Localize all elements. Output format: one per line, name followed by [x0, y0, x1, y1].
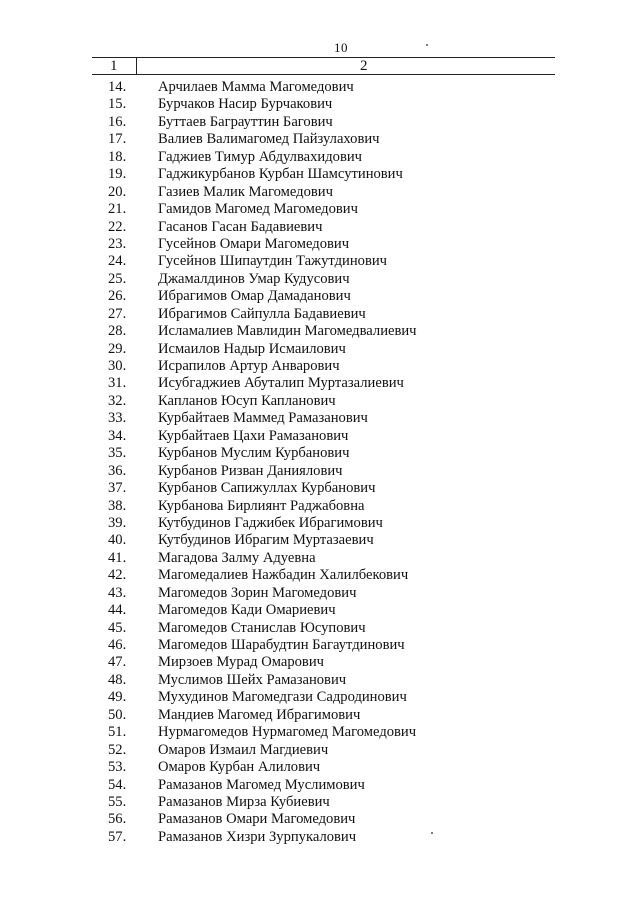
table-row	[92, 236, 562, 253]
person-name: Ибрагимов Сайпулла Бадавиевич	[158, 305, 366, 322]
row-number: 32.	[108, 392, 127, 409]
person-name: Гусейнов Шипаутдин Тажутдинович	[158, 253, 387, 270]
header-bottom-rule	[92, 74, 555, 75]
table-row	[92, 654, 562, 671]
table-row	[92, 463, 562, 480]
table-row	[92, 201, 562, 218]
table-row	[92, 689, 562, 706]
header-top-rule	[92, 57, 555, 58]
row-number: 24.	[108, 253, 127, 270]
person-name: Магомедов Кади Омариевич	[158, 602, 336, 619]
page-number: 10	[334, 40, 348, 55]
row-number: 27.	[108, 305, 127, 322]
table-row	[92, 811, 562, 828]
person-name: Валиев Валимагомед Пайзулахович	[158, 131, 380, 148]
person-name: Рамазанов Магомед Муслимович	[158, 776, 365, 793]
person-name: Курбанов Сапижуллах Курбанович	[158, 480, 376, 497]
person-name: Мирзоев Мурад Омарович	[158, 654, 324, 671]
person-name: Курбанов Муслим Курбанович	[158, 445, 350, 462]
person-name: Газиев Малик Магомедович	[158, 183, 333, 200]
table-row	[92, 515, 562, 532]
person-name: Капланов Юсуп Капланович	[158, 392, 336, 409]
person-name: Кутбудинов Гаджибек Ибрагимович	[158, 514, 383, 531]
row-number: 23.	[108, 235, 127, 252]
table-row	[92, 410, 562, 427]
header-column-divider	[136, 57, 137, 75]
row-number: 21.	[108, 201, 127, 218]
row-number: 37.	[108, 480, 127, 497]
person-name: Магомедов Шарабудтин Багаутдинович	[158, 637, 405, 653]
person-name: Исубгаджиев Абуталип Муртазалиевич	[158, 375, 404, 392]
table-row	[92, 358, 562, 375]
person-name: Буттаев Баграуттин Багович	[158, 113, 333, 130]
person-name: Джамалдинов Умар Кудусович	[158, 270, 350, 287]
row-number: 14.	[108, 79, 127, 95]
row-number: 35.	[108, 445, 127, 462]
person-name: Нурмагомедов Нурмагомед Магомедович	[158, 724, 417, 741]
row-number: 48.	[108, 671, 127, 688]
row-number: 15.	[108, 96, 127, 113]
table-row	[92, 742, 562, 759]
table-row	[92, 602, 562, 619]
table-row	[92, 620, 562, 637]
person-name: Магадова Залму Адуевна	[158, 549, 316, 566]
row-number: 20.	[108, 183, 127, 200]
row-number: 47.	[108, 654, 127, 671]
person-name: Гасанов Гасан Бадавиевич	[158, 218, 323, 235]
row-number: 54.	[108, 776, 127, 793]
row-number: 52.	[108, 741, 127, 758]
row-number: 45.	[108, 619, 127, 636]
person-name: Исмаилов Надыр Исмаилович	[158, 340, 346, 357]
table-row	[92, 759, 562, 776]
row-number: 36.	[108, 462, 127, 479]
person-name: Гамидов Магомед Магомедович	[158, 201, 358, 218]
row-number: 22.	[108, 218, 127, 235]
table-row	[92, 96, 562, 113]
row-number: 57.	[108, 828, 127, 845]
person-name: Курбайтаев Цахи Рамазанович	[158, 427, 349, 444]
person-name: Магомедов Станислав Юсупович	[158, 619, 366, 636]
table-row	[92, 375, 562, 392]
row-number: 25.	[108, 270, 127, 287]
row-number: 53.	[108, 759, 127, 776]
table-row	[92, 498, 562, 515]
row-number: 16.	[108, 113, 127, 130]
table-row	[92, 184, 562, 201]
person-name: Исрапилов Артур Анварович	[158, 358, 340, 374]
row-number: 42.	[108, 567, 127, 584]
table-row	[92, 219, 562, 236]
person-name: Арчилаев Мамма Магомедович	[158, 79, 354, 95]
row-number: 34.	[108, 427, 127, 444]
person-name: Магомедов Зорин Магомедович	[158, 584, 357, 601]
person-name: Курбанова Бирлиянт Раджабовна	[158, 497, 365, 514]
table-row	[92, 323, 562, 340]
person-name: Муслимов Шейх Рамазанович	[158, 671, 347, 688]
table-row	[92, 288, 562, 305]
scan-speck	[431, 832, 433, 834]
row-number: 39.	[108, 514, 127, 531]
row-number: 44.	[108, 602, 127, 619]
row-number: 56.	[108, 811, 127, 828]
table-row	[92, 550, 562, 567]
person-name: Магомедалиев Нажбадин Халилбекович	[158, 567, 409, 584]
row-number: 50.	[108, 706, 127, 723]
row-number: 43.	[108, 584, 127, 601]
column-header-number: 1	[110, 58, 118, 74]
table-row	[92, 480, 562, 497]
row-number: 55.	[108, 793, 127, 810]
person-name: Омаров Измаил Магдиевич	[158, 741, 329, 758]
table-row	[92, 567, 562, 584]
person-name: Исламалиев Мавлидин Магомедвалиевич	[158, 323, 417, 340]
row-number: 26.	[108, 288, 127, 305]
table-row	[92, 777, 562, 794]
row-number: 49.	[108, 689, 127, 706]
row-number: 46.	[108, 637, 127, 653]
person-name: Ибрагимов Омар Дамаданович	[158, 288, 351, 305]
table-row	[92, 532, 562, 549]
row-number: 19.	[108, 166, 127, 183]
table-row	[92, 585, 562, 602]
row-number: 51.	[108, 724, 127, 741]
table-row	[92, 166, 562, 183]
person-name: Кутбудинов Ибрагим Муртазаевич	[158, 532, 374, 549]
table-row	[92, 341, 562, 358]
table-row	[92, 253, 562, 270]
column-header-name: 2	[360, 58, 368, 74]
table-row	[92, 271, 562, 288]
row-number: 31.	[108, 375, 127, 392]
table-row	[92, 428, 562, 445]
person-name: Рамазанов Мирза Кубиевич	[158, 793, 330, 810]
table-row	[92, 829, 562, 846]
table-row	[92, 707, 562, 724]
person-name: Гаджиев Тимур Абдулвахидович	[158, 148, 362, 165]
row-number: 17.	[108, 131, 127, 148]
row-number: 28.	[108, 323, 127, 340]
table-row	[92, 114, 562, 131]
table-body	[92, 79, 562, 846]
row-number: 33.	[108, 410, 127, 427]
person-name: Бурчаков Насир Бурчакович	[158, 96, 333, 113]
row-number: 30.	[108, 358, 127, 374]
row-number: 29.	[108, 340, 127, 357]
table-row	[92, 149, 562, 166]
table-row	[92, 306, 562, 323]
table-row	[92, 794, 562, 811]
table-row	[92, 724, 562, 741]
person-name: Гаджикурбанов Курбан Шамсутинович	[158, 166, 403, 183]
person-name: Курбайтаев Маммед Рамазанович	[158, 410, 368, 427]
person-name: Курбанов Ризван Даниялович	[158, 462, 343, 479]
scan-speck	[426, 44, 428, 46]
person-name: Гусейнов Омари Магомедович	[158, 235, 350, 252]
table-row	[92, 637, 562, 654]
table-row	[92, 393, 562, 410]
table-row	[92, 445, 562, 462]
person-name: Мандиев Магомед Ибрагимович	[158, 706, 361, 723]
person-name: Омаров Курбан Алилович	[158, 759, 321, 776]
person-name: Рамазанов Омари Магомедович	[158, 811, 356, 828]
person-name: Рамазанов Хизри Зурпукалович	[158, 828, 357, 845]
table-row	[92, 672, 562, 689]
person-name: Мухудинов Магомедгази Садродинович	[158, 689, 407, 706]
table-row	[92, 79, 562, 96]
row-number: 18.	[108, 148, 127, 165]
row-number: 41.	[108, 549, 127, 566]
table-row	[92, 131, 562, 148]
row-number: 38.	[108, 497, 127, 514]
row-number: 40.	[108, 532, 127, 549]
